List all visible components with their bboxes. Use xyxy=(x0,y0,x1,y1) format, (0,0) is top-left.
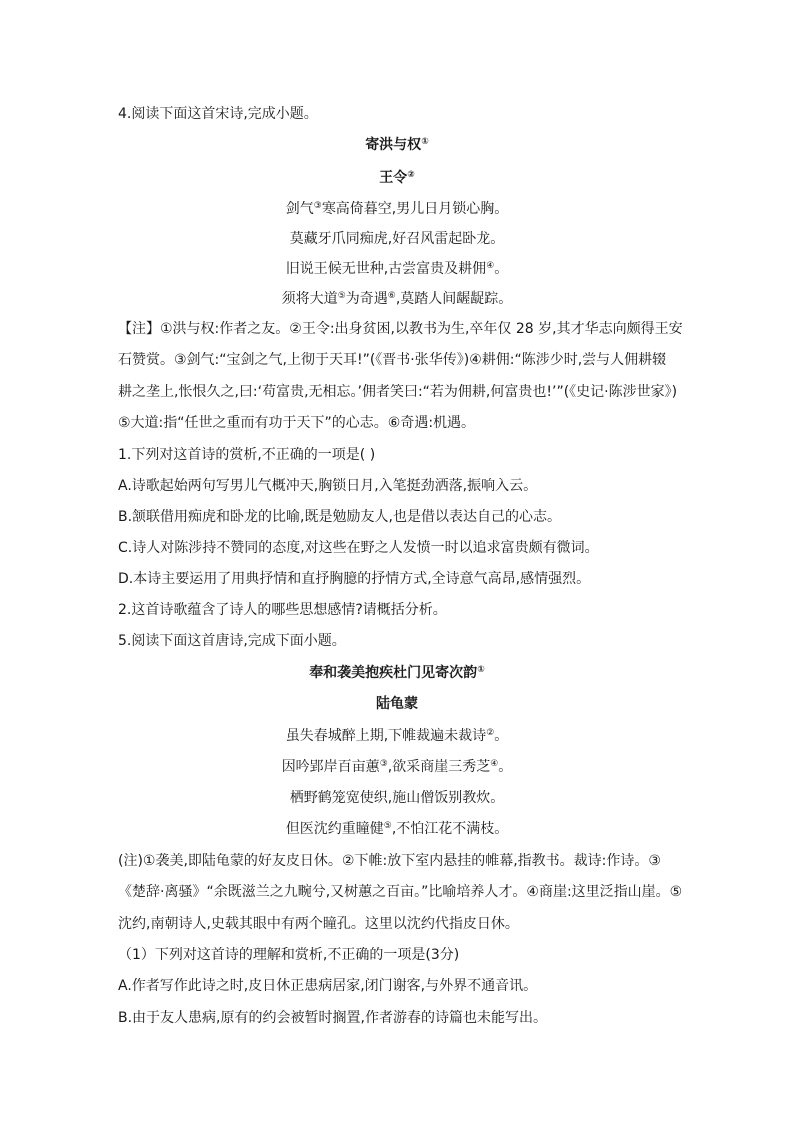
q5-question-1: （1）下列对这首诗的理解和赏析,不正确的一项是(3分) xyxy=(118,947,460,963)
q5-poem-author: 陆龟蒙 xyxy=(376,696,418,712)
q5-poem-line: 虽失春城醉上期,下帷裁遍未裁诗②。 xyxy=(285,728,509,744)
q4-note-line: 【注】①洪与权:作者之友。②王令:出身贫困,以教书为生,卒年仅 28 岁,其才华志向颇得王安 xyxy=(118,321,683,337)
q5-note-line: 《楚辞·离骚》“余既滋兰之九畹兮,又树蕙之百亩。”比喻培养人才。④商崖:这里泛指山崖。⑤ xyxy=(118,884,683,900)
q4-option-d: D.本诗主要运用了用典抒情和直抒胸臆的抒情方式,全诗意气高昂,感情强烈。 xyxy=(118,571,591,587)
q4-intro: 4.阅读下面这首宋诗,完成小题。 xyxy=(118,106,318,122)
footnote-marker: ① xyxy=(421,137,429,147)
q4-question-2: 2.这首诗歌蕴含了诗人的哪些思想感情?请概括分析。 xyxy=(118,602,447,618)
footnote-marker: ② xyxy=(407,170,415,180)
q5-poem-line: 但医沈约重瞳健⑤,不怕江花不满枝。 xyxy=(285,821,509,837)
q5-note-line: 沈约,南朝诗人,史载其眼中有两个瞳孔。这里以沈约代指皮日休。 xyxy=(118,916,519,932)
q4-poem-line: 剑气③寒高倚暮空,男儿日月锁心胸。 xyxy=(285,201,509,217)
q4-note-line: ⑤大道:指“任世之重而有功于天下”的心志。⑥奇遇:机遇。 xyxy=(118,415,476,431)
q4-poem-line: 须将大道⑤为奇遇⑥,莫踏人间龌龊踪。 xyxy=(281,291,513,307)
q4-option-b: B.颔联借用痴虎和卧龙的比喻,既是勉励友人,也是借以表达自己的心志。 xyxy=(118,509,561,525)
q5-intro: 5.阅读下面这首唐诗,完成下面小题。 xyxy=(118,633,346,649)
q4-poem-title: 寄洪与权① xyxy=(365,137,429,153)
q4-note-line: 耕之垄上,怅恨久之,曰:‘苟富贵,无相忘。’佣者笑曰:“若为佣耕,何富贵也!’”(《史记·陈涉世家》) xyxy=(118,384,678,400)
q4-option-c: C.诗人对陈涉持不赞同的态度,对这些在野之人发愤一时以追求富贵颇有微词。 xyxy=(118,540,599,556)
q4-option-a: A.诗歌起始两句写男儿气概冲天,胸锁日月,入笔挺劲洒落,振响入云。 xyxy=(118,478,538,494)
q4-poem-author: 王令② xyxy=(379,170,415,186)
q4-poem-line: 旧说王候无世种,古尝富贵及耕佣④。 xyxy=(285,261,509,277)
q5-poem-line: 因吟郢岸百亩蕙③,欲采商崖三秀芝④。 xyxy=(281,759,513,775)
q4-note-line: 石赞赏。③剑气:“宝剑之气,上彻于天耳!”(《晋书·张华传》)④耕佣:“陈涉少时,尝与人佣耕辍 xyxy=(118,352,667,368)
q5-option-b: B.由于友人患病,原有的约会被暂时搁置,作者游春的诗篇也未能写出。 xyxy=(118,1010,547,1026)
q5-poem-line: 栖野鹤笼宽使织,施山僧饭别教炊。 xyxy=(289,790,505,806)
q5-option-a: A.作者写作此诗之时,皮日休正患病居家,闭门谢客,与外界不通音讯。 xyxy=(118,978,538,994)
footnote-marker: ① xyxy=(477,665,485,675)
q4-question-1: 1.下列对这首诗的赏析,不正确的一项是( ) xyxy=(118,447,376,463)
q4-poem-line: 莫藏牙爪同痴虎,好召风雷起卧龙。 xyxy=(289,231,505,247)
q5-poem-title: 奉和袭美抱疾杜门见寄次韵① xyxy=(309,665,485,681)
q5-note-line: (注)①袭美,即陆龟蒙的好友皮日休。②下帷:放下室内悬挂的帷幕,指教书。裁诗:作诗。③ xyxy=(118,853,661,869)
